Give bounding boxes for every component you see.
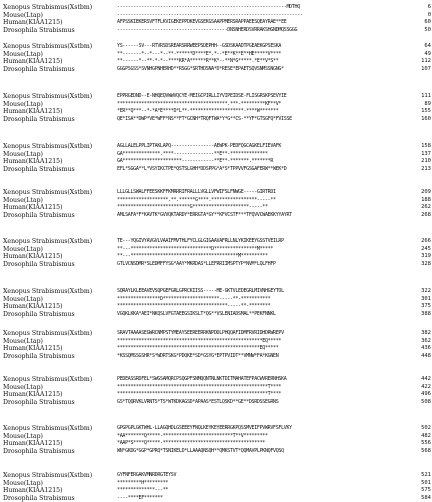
alignment-row	[0, 353, 432, 360]
alignment-row	[0, 166, 432, 173]
species-name: Xenopus Strabismus(Xstbm)	[3, 4, 93, 11]
residue-sequence: *AA*******Q*****-**************************T**V*********	[117, 432, 268, 439]
residue-sequence: WN*GKDG*GGP*GPRQ*TSNIKELD*LLAAAQNSQH**QMKSTVT*QQMAVPLPKNQFVQSQ	[117, 447, 284, 454]
residue-sequence: **---******************************D****************M*****	[117, 245, 274, 252]
alignment-row	[0, 448, 432, 455]
species-name: Xenopus Strabismus(Xstbm)	[3, 189, 93, 196]
species-name: Drosophila Strabismus	[3, 398, 75, 406]
alignment-row	[0, 391, 432, 398]
residue-position: 210	[421, 158, 431, 164]
residue-sequence: EFL*SGGA**L*VSYIKCTPE*QSTSLGHH*DDSPPG*A*S*TPPVVFGSGAFERW**WEK*D	[117, 165, 287, 172]
alignment-row	[0, 330, 432, 337]
residue-position: 502	[421, 425, 431, 431]
species-name: Drosophila Strabismus	[3, 26, 75, 34]
residue-position: 64	[424, 43, 431, 49]
alignment-row	[0, 212, 432, 219]
species-name: Human(KIAA1215)	[3, 487, 63, 494]
species-name: Human(KIAA1215)	[3, 204, 63, 211]
species-name: Human(KIAA1215)	[3, 345, 63, 352]
species-name: Mouse(Ltap)	[3, 432, 43, 440]
species-name: Human(KIAA1215)	[3, 303, 63, 310]
alignment-row	[0, 288, 432, 295]
residue-sequence: **---****************************************M**********	[117, 253, 268, 259]
alignment-row	[0, 189, 432, 196]
alignment-row	[0, 253, 432, 260]
residue-position: 137	[421, 150, 431, 157]
species-name: Drosophila Strabismus	[3, 260, 75, 268]
residue-sequence: GGGPSGSS*SVNHGPNHERHD**RSGG*SRTHDSNA*D*RESE*EPAETSQVSNMSSNGNG*	[117, 65, 284, 72]
residue-position: 155	[421, 108, 431, 114]
residue-position: 382	[421, 330, 431, 336]
alignment-row	[0, 66, 432, 73]
residue-position: 448	[421, 352, 431, 359]
residue-position: 442	[421, 376, 431, 382]
residue-sequence: ****************D*********************-----**-***********	[117, 295, 271, 302]
residue-sequence: GPGPGPLGKTWHL-LLAGQHDLGSEEEYFNQLKEYKEYEERRGKPQSSMVEIFPVWRVFSFLVKY	[117, 425, 292, 431]
alignment-row	[0, 116, 432, 123]
alignment-row	[0, 151, 432, 158]
residue-position: 388	[421, 310, 431, 317]
alignment-row	[0, 495, 432, 502]
residue-sequence: **************---**	[117, 487, 169, 493]
alignment-row	[0, 19, 432, 26]
alignment-row	[0, 376, 432, 383]
residue-position: 0	[427, 11, 431, 18]
alignment-row	[0, 399, 432, 406]
species-name: Drosophila Strabismus	[3, 494, 75, 502]
residue-position: 301	[421, 295, 431, 302]
alignment-row	[0, 101, 432, 108]
residue-position: 60	[424, 19, 431, 25]
residue-sequence: *KSSQMSSGSHR*S*WDRTSKG*PDQKE*SD*GSYG*EPTPVIDT**VMNW*FA*KGNEN	[117, 352, 279, 359]
alignment-row	[0, 425, 432, 432]
residue-sequence: **------*--**-*-*--****KR*A******R**K*--**N*G*****.*E**V*S**	[117, 58, 279, 64]
residue-sequence: ********************************************************T****	[117, 391, 282, 397]
residue-sequence: QE*ISA**DWP*VE*WFF*NS**FT*GCNH*TRQFTWA*Y*G**CS-**YF*GTSGFQ*FVISSE	[117, 115, 292, 122]
species-name: Drosophila Strabismus	[3, 310, 75, 318]
residue-position: 482	[421, 432, 431, 439]
species-name: Mouse(Ltap)	[3, 150, 43, 158]
alignment-row	[0, 158, 432, 165]
residue-position: 111	[421, 93, 431, 99]
species-name: Xenopus Strabismus(Xstbm)	[3, 143, 93, 150]
species-name: Xenopus Strabismus(Xstbm)	[3, 238, 93, 245]
alignment-row	[0, 43, 432, 50]
residue-sequence: EPPRGEDND--E-NHQEQVWWVQCYE-MEIGCPIRLLIYVIPEIDSE-FLISGRSKPSEVYIE	[117, 93, 287, 99]
alignment-row	[0, 51, 432, 58]
residue-sequence: YS------SV---RTVRSDSREARSRRWEEPSDEPHH--GSDSKAADTPGEAEKGPSESKA	[117, 43, 282, 49]
alignment-row	[0, 12, 432, 19]
alignment-row	[0, 204, 432, 211]
species-name: Mouse(Ltap)	[3, 295, 43, 303]
residue-position: 508	[421, 398, 431, 405]
residue-sequence: AMLSAFA*F*KAVTK*GVVQKTARDY*ERRGTA*GY**KFVCSTF***TFQVVCWAEKKYYAYRT	[117, 211, 292, 218]
alignment-row	[0, 246, 432, 253]
alignment-row	[0, 472, 432, 479]
residue-position: 6	[427, 4, 431, 10]
residue-position: 213	[421, 165, 431, 172]
residue-sequence: SQRAYLKLEEAVEVSQPGEFGRLGPRCKIISS-----ME-GKTVLEDEGRLMIVNHGEYTOL	[117, 288, 284, 294]
residue-sequence: *****************************************************EQ*****	[117, 345, 279, 351]
residue-position: 245	[421, 245, 431, 252]
residue-sequence: *****************************************.***-*********KF**V*	[117, 100, 282, 107]
species-name: Xenopus Strabismus(Xstbm)	[3, 472, 93, 479]
species-name: Human(KIAA1215)	[3, 158, 63, 165]
species-name: Human(KIAA1215)	[3, 253, 63, 260]
residue-position: 501	[421, 479, 431, 486]
residue-sequence: *AAP*S****Q*****-**************************************	[117, 440, 265, 446]
species-name: Human(KIAA1215)	[3, 391, 63, 398]
species-name: Human(KIAA1215)	[3, 108, 63, 115]
residue-position: 328	[421, 260, 431, 267]
alignment-row	[0, 261, 432, 268]
species-name: Human(KIAA1215)	[3, 19, 63, 26]
residue-sequence: LLLGLLSWALFFEESKKFFKMRRRIFRALLLVGLLVFWIFSLFNWGE-----GIRTRDI	[117, 189, 276, 195]
residue-position: 322	[421, 288, 431, 294]
alignment-row	[0, 384, 432, 391]
alignment-row	[0, 440, 432, 447]
residue-position: 496	[421, 391, 431, 397]
residue-sequence: GYFNFERGAKVMNRDRGTEYSV	[117, 472, 177, 478]
species-name: Drosophila Strabismus	[3, 165, 75, 173]
residue-position: 112	[421, 58, 431, 64]
alignment-row	[0, 27, 432, 34]
residue-sequence: PEDEASSRDFEL*SWGSAMQRCPSQGPFSNMQQNTNLNKTDITMAHATEFPACWVRERNHSKA	[117, 376, 287, 382]
residue-sequence: *******************.**.******G****.*****************-----**	[117, 196, 276, 203]
residue-sequence: ********************************************************T****	[117, 383, 282, 390]
residue-sequence: AFPSSKIEKERSVFTFLKVIGEKEPPDKEVGSEKGSAAPPMERSRAPPAEESQEAYRAE**EE	[117, 19, 287, 25]
residue-sequence: GS*TQQRVKLVRNTS*TS*WTKDKAGSD*APAAS*ESTLQSKD**GE**DSRDSSEGRNS	[117, 398, 279, 405]
species-name: Mouse(Ltap)	[3, 337, 43, 345]
residue-position: 375	[421, 303, 431, 309]
residue-position: 209	[421, 189, 431, 195]
alignment-row	[0, 197, 432, 204]
residue-sequence: ******************************************************EQ*****	[117, 337, 282, 344]
species-name: Human(KIAA1215)	[3, 440, 63, 447]
residue-sequence: GA**************.****---------------**E**-**************	[117, 150, 268, 157]
residue-sequence: *ER**Q***--*-*A*E****D*L**-********************-****W*******	[117, 108, 279, 114]
residue-position: 262	[421, 204, 431, 210]
residue-position: 436	[421, 345, 431, 351]
species-name: Xenopus Strabismus(Xstbm)	[3, 330, 93, 337]
alignment-row	[0, 58, 432, 65]
residue-position: 319	[421, 253, 431, 259]
species-name: Mouse(Ltap)	[3, 245, 43, 253]
residue-position: 158	[421, 143, 431, 149]
residue-position: 49	[424, 50, 431, 57]
alignment-row	[0, 93, 432, 100]
residue-position: 556	[421, 440, 431, 446]
alignment-row	[0, 4, 432, 11]
residue-position: 521	[421, 472, 431, 478]
residue-position: 89	[424, 100, 431, 107]
species-name: Drosophila Strabismus	[3, 115, 75, 123]
alignment-row	[0, 345, 432, 352]
species-name: Drosophila Strabismus	[3, 65, 75, 73]
residue-sequence: SRAVTAAAASEGWRCNMPSTYMEAYSEEREERRKNPDDLPHQQAFIDMFRVRIDHDRWREPV	[117, 330, 284, 336]
alignment-row	[0, 238, 432, 245]
residue-sequence: GA**********************------------**E**-*******.*******R	[117, 158, 274, 164]
residue-position: 188	[421, 196, 431, 203]
residue-position: 422	[421, 383, 431, 390]
residue-position: 584	[421, 494, 431, 501]
residue-position: 107	[421, 65, 431, 72]
species-name: Drosophila Strabismus	[3, 352, 75, 360]
residue-sequence: VGQKLKKA*AEI*NKQSLVFGTAEEGSIKSLT*QG**VSLENIADSMAL**PEKFNNKL	[117, 310, 276, 317]
alignment-row	[0, 487, 432, 494]
residue-position: 268	[421, 211, 431, 218]
species-name: Mouse(Ltap)	[3, 11, 43, 19]
residue-sequence: TE---YQGIVYAVGVLVAAIFMVTHLFYCLGLGIGAAVAFRLLNLYKIKEEYGSSTVEILRP	[117, 238, 284, 244]
residue-sequence: ----****EF*******	[117, 494, 163, 501]
species-name: Xenopus Strabismus(Xstbm)	[3, 376, 93, 383]
residue-sequence: *****************************************-----**-********	[117, 303, 271, 309]
species-name: Mouse(Ltap)	[3, 479, 43, 487]
residue-sequence: AGLLALELPPLIPTAKLAPQ----------------AEWPK-PEDFQGCAGKELFIEVAFK	[117, 143, 282, 149]
residue-position: 575	[421, 487, 431, 493]
species-name: Drosophila Strabismus	[3, 211, 75, 219]
residue-sequence: ---------------------------------------------------------------MDTHQ	[117, 4, 300, 10]
alignment-row	[0, 143, 432, 150]
residue-sequence: **-------*--*---*--**-******D****E*.*--*E**K**E**HE*****V****	[117, 50, 282, 57]
species-name: Xenopus Strabismus(Xstbm)	[3, 93, 93, 100]
alignment-row	[0, 303, 432, 310]
alignment-row	[0, 108, 432, 115]
alignment-row	[0, 480, 432, 487]
residue-position: 160	[421, 115, 431, 122]
species-name: Xenopus Strabismus(Xstbm)	[3, 288, 93, 295]
residue-position: 50	[424, 26, 431, 33]
residue-sequence: -----------------------------------------DNSNHERDSVRRAKSHGNDMQSSGGG	[117, 26, 298, 33]
species-name: Xenopus Strabismus(Xstbm)	[3, 425, 93, 432]
alignment-row	[0, 311, 432, 318]
residue-position: 266	[421, 238, 431, 244]
alignment-row	[0, 433, 432, 440]
species-name: Xenopus Strabismus(Xstbm)	[3, 43, 93, 50]
species-name: Drosophila Strabismus	[3, 447, 75, 455]
residue-sequence: GTLVCNSDMR*SLEDMFFYSG*AAY*MKRDAS*LLEFRRIIMSPTYP*NVM*LQLFHFP	[117, 260, 276, 267]
residue-position: 362	[421, 337, 431, 344]
species-name: Mouse(Ltap)	[3, 100, 43, 108]
residue-sequence: ---------------------------------------------------------------------	[117, 11, 303, 18]
residue-position: 568	[421, 447, 431, 454]
species-name: Mouse(Ltap)	[3, 383, 43, 391]
alignment-row	[0, 338, 432, 345]
residue-sequence: *********H*********	[117, 479, 169, 486]
species-name: Mouse(Ltap)	[3, 50, 43, 58]
residue-sequence: ***************************G*********************-----**	[117, 204, 268, 210]
species-name: Human(KIAA1215)	[3, 58, 63, 65]
species-name: Mouse(Ltap)	[3, 196, 43, 204]
alignment-row	[0, 296, 432, 303]
